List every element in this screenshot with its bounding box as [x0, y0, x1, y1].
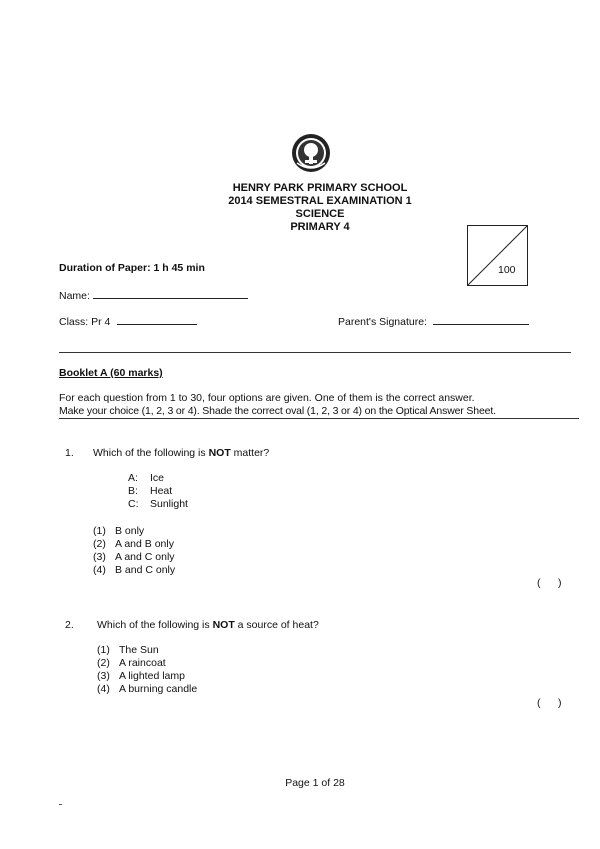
- question-1-option-1[interactable]: [93, 525, 144, 538]
- item-text: Ice: [150, 472, 165, 484]
- duration-text: Duration of Paper: 1 h 45 min: [59, 262, 205, 274]
- class-label: Class: Pr 4: [59, 316, 111, 328]
- question-2-option-2[interactable]: [97, 657, 166, 670]
- signature-label: Parent's Signature:: [338, 316, 427, 328]
- question-1-answer-bracket[interactable]: ( ): [537, 577, 562, 589]
- name-field[interactable]: [93, 288, 248, 299]
- signature-row: [338, 314, 529, 328]
- school-name: HENRY PARK PRIMARY SCHOOL: [232, 182, 408, 194]
- question-2-option-4[interactable]: [97, 683, 197, 696]
- score-box: [467, 225, 528, 286]
- option-number: (4): [97, 683, 110, 695]
- question-2-text-after: a source of heat?: [234, 619, 319, 631]
- name-row: [59, 288, 248, 302]
- item-key: C:: [128, 498, 139, 510]
- subject-title: SCIENCE: [295, 208, 345, 220]
- class-row: [59, 314, 197, 328]
- question-1-text: [93, 447, 269, 459]
- question-2-emphasis: NOT: [212, 619, 235, 631]
- question-2-option-1[interactable]: [97, 644, 159, 657]
- instruction-underline: [59, 418, 579, 419]
- question-2-option-3[interactable]: [97, 670, 185, 683]
- option-text: A burning candle: [119, 683, 198, 695]
- item-text: Heat: [150, 485, 173, 497]
- item-text: Sunlight: [150, 498, 188, 510]
- scan-mark: [59, 804, 62, 805]
- question-2-answer-bracket[interactable]: ( ): [537, 697, 562, 709]
- option-text: B only: [115, 525, 145, 537]
- class-field[interactable]: [117, 314, 197, 325]
- school-crest-logo: [291, 133, 331, 173]
- booklet-instruction-1: For each question from 1 to 30, four options are given. One of them is the correct answer.: [59, 392, 475, 404]
- question-1-item-b: [128, 485, 172, 498]
- booklet-title: Booklet A (60 marks): [59, 367, 163, 379]
- question-1-option-3[interactable]: [93, 551, 175, 564]
- name-label: Name:: [59, 290, 90, 302]
- question-2-text-before: Which of the following is: [97, 619, 213, 631]
- option-text: A raincoat: [119, 657, 166, 669]
- option-number: (1): [97, 644, 110, 656]
- question-1-item-c: [128, 498, 188, 511]
- option-text: B and C only: [115, 564, 176, 576]
- question-1-option-2[interactable]: [93, 538, 174, 551]
- divider-line: [59, 352, 571, 353]
- option-number: (3): [93, 551, 106, 563]
- question-1-number: 1.: [65, 447, 74, 459]
- question-2-text: [97, 619, 319, 631]
- score-total: 100: [498, 264, 516, 276]
- option-number: (2): [97, 657, 110, 669]
- question-1-emphasis: NOT: [208, 447, 231, 459]
- question-1-option-4[interactable]: [93, 564, 175, 577]
- option-number: (4): [93, 564, 106, 576]
- item-key: B:: [128, 485, 138, 497]
- option-text: A and B only: [115, 538, 174, 550]
- option-text: A lighted lamp: [119, 670, 185, 682]
- question-1-item-a: [128, 472, 164, 485]
- booklet-instruction-2: Make your choice (1, 2, 3 or 4). Shade the correct oval (1, 2, 3 or 4) on the Optical Answer Sheet.: [59, 405, 496, 417]
- question-1-text-after: matter?: [230, 447, 270, 459]
- question-1-text-before: Which of the following is: [93, 447, 209, 459]
- item-key: A:: [128, 472, 138, 484]
- option-number: (3): [97, 670, 110, 682]
- option-number: (1): [93, 525, 106, 537]
- exam-title: 2014 SEMESTRAL EXAMINATION 1: [228, 195, 412, 207]
- score-box-diagonal: [468, 226, 527, 285]
- option-number: (2): [93, 538, 106, 550]
- signature-field[interactable]: [433, 314, 529, 325]
- page-number: Page 1 of 28: [285, 777, 345, 789]
- option-text: The Sun: [119, 644, 159, 656]
- option-text: A and C only: [115, 551, 175, 563]
- level-title: PRIMARY 4: [290, 221, 350, 233]
- question-2-number: 2.: [65, 619, 74, 631]
